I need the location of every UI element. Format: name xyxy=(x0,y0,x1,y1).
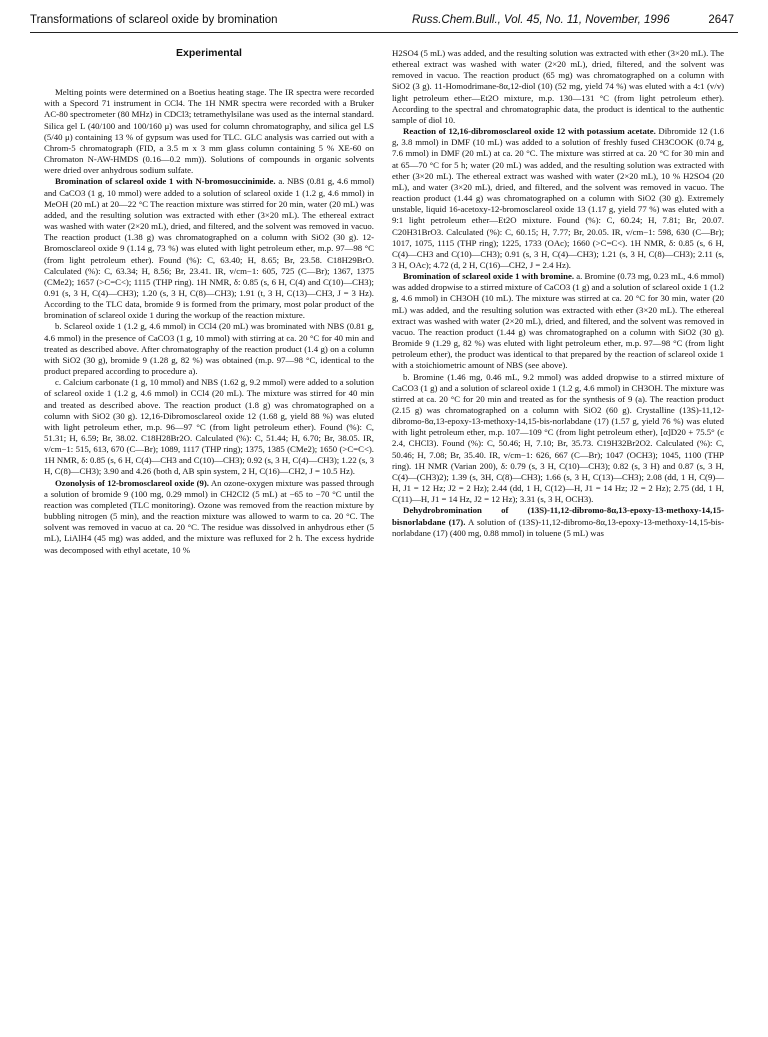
paragraph-text: b. Sclareol oxide 1 (1.2 g, 4.6 mmol) in CCl4 (20 mL) was brominated with NBS (0.81 g, 4.6 mmol) in the presence of CaCO3 (1 g, 10 mmol) with stirring at ca. 20 °C for 40 min and treated as described above. After chromatography of the reaction product (1.4 g) on a column with SiO2 (30 g), bromide 9 (1.28 g, 82 %) was obtained (m.p. 97—98 °C, identical to the product prepared according to procedure a). xyxy=(44,321,374,377)
paragraph-text: A solution of (13S)-11,12-dibromo-8α,13-epoxy-13-methoxy-14,15-bis-norlabdane (17) (400 mg, 0.88 mmol) in toluene (5 mL) was xyxy=(392,516,724,538)
paragraph-heading: Bromination of sclareol oxide 1 with bromine. xyxy=(403,271,575,282)
journal-citation: Russ.Chem.Bull., Vol. 45, No. 11, November, 1996 xyxy=(412,14,670,26)
paragraph-heading: Bromination of sclareol oxide 1 with N-bromosuccinimide. xyxy=(55,176,276,187)
paragraph-heading: Reaction of 12,16-dibromosclareol oxide 12 with potassium acetate. xyxy=(403,126,656,137)
right-paragraph xyxy=(392,505,724,538)
right-paragraph xyxy=(392,271,724,371)
right-column xyxy=(392,48,724,539)
running-header xyxy=(30,14,738,33)
paragraph-text: An ozone-oxygen mixture was passed through a solution of bromide 9 (100 mg, 0.29 mmol) in CH2Cl2 (5 mL) at −65 to −70 °C until the reaction was completed (TLC monitoring). Ozone was removed from the reaction mixture by bubbling nitrogen (5 min), and the reaction mixture was allowed to warm to ca. 20 °C. The solvent was removed in vacuo at ca. 20 °C. The residue was dissolved in anhydrous ether (5 mL), LiAlH4 (45 mg) was added, and the mixture was refluxed for 2 h. The excess hydride was decomposed with ethyl acetate, 10 % xyxy=(44,477,374,555)
paragraph-heading: Ozonolysis of 12-bromosclareol oxide (9). xyxy=(55,477,209,488)
right-paragraph xyxy=(392,48,724,126)
paragraph-text: b. Bromine (1.46 mg, 0.46 mL, 9.2 mmol) was added dropwise to a stirred mixture of CaCO3 (1 g) and a solution of sclareol oxide 1 (1.2 g, 4.6 mmol) in CH3OH. The mixture was stirred at ca. 20 °C for 20 min and treated as for the synthesis of 9 (a). The reaction product (2.15 g) was chromatographed on a column with SiO2 (60 g). Crystalline (13S)-11,12-dibromo-8α,13-epoxy-13-methoxy-14,15-bis-norlabdane (17) (1.57 g, yield 76 %) was eluted with light petroleum ether, m.p. 107—109 °C (from light petroleum ether), [α]D20 + 75.5° (c 2.4, CHCl3). Found (%): C, 50.46; H, 7.10; Br, 35.73. C19H32Br2O2. Calculated (%): C, 50.46; H, 7.08; Br, 35.40. IR, v/cm−1: 626, 667 (C—Br); 1047 (OCH3); 1045, 1100 (THP ring). 1H NMR (Varian 200), δ: 0.79 (s, 3 H, C(10)—CH3); 0.82 (s, 3 H) and 0.87 (s, 3 H, C(4)—(CH3)2); 1.39 (s, 3H, C(8)—CH3); 1.66 (s, 3 H, C(13)—CH3); 2.08 (dd, 1 H, C(9)—H, J1 = 12 Hz; J2 = 2 Hz); 2.44 (dd, 1 H, C(12)—H, J1 = 14 Hz; J2 = 2 Hz); 2.75 (dd, 1 H, C(11)—H, J1 = 14 Hz, J2 = 12 Hz); 3.31 (s, 3 H, OCH3). xyxy=(392,371,724,505)
paragraph-heading: Dehydrobromination of (13S)-11,12-dibromo-8α,13-epoxy-13-methoxy-14,15-bisnorlabdane (17). xyxy=(392,505,724,527)
running-title: Transformations of sclareol oxide by bromination xyxy=(30,14,278,26)
section-title: Experimental xyxy=(176,47,242,59)
left-column xyxy=(44,48,374,556)
right-paragraph xyxy=(392,372,724,506)
left-paragraph xyxy=(44,176,374,321)
paragraph-text: Melting points were determined on a Boetius heating stage. The IR spectra were recorded with a Specord 71 instrument in CCl4. The 1H NMR spectra were recorded with a Bruker AC-80 spectrometer (80 MHz) in CDCl3; tetramethylsilane was used as the internal standard. Silica gel L (40/100 and 100/160 μ) was used for column chromatography, and silica gel LS (5/40 μ) containing 13 % of gypsum was used for TLC. GLC analysis was carried out with a Chrom-5 chromatograph (FID, a 3.5 m x 3 mm glass column containing 5 % XE-60 on Chromaton N-AW-HMDS (0.16—0.2 mm)). Solutions of compounds in organic solvents were dried over anhydrous sodium sulfate. xyxy=(44,87,374,176)
paragraph-text: c. Calcium carbonate (1 g, 10 mmol) and NBS (1.62 g, 9.2 mmol) were added to a solution of sclareol oxide 1 (1.2 g, 4.6 mmol) in CCl4 (20 mL). The mixture was stirred for 40 min and treated as described above. The reaction product (1.8 g) was chromatographed on a column with SiO2 (30 g). 12,16-Dibromosclareol oxide 12 (1.68 g, yield 88 %) was eluted with light petroleum ether, m.p. 96—97 °C (from light petroleum ether). Found (%): C, 51.31; H, 6.59; Br, 38.02. C18H28Br2O. Calculated (%): C, 51.44; H, 6.70; Br, 38.05. IR, v/cm−1: 515, 613, 670 (C—Br); 1089, 1117 (THP ring); 1375, 1385 (CMe2); 1650 (>C=C<). 1H NMR, δ: 0.85 (s, 6 H, C(4)—CH3 and C(10)—CH3); 0.92 (s, 3 H, C(4)—CH3); 1.22 (s, 3 H, C(8)—CH3); 3.90 and 4.26 (both d, AB spin system, 2 H, C(16)—CH2, J = 10.5 Hz). xyxy=(44,377,374,477)
left-paragraph xyxy=(44,87,374,176)
paragraph-text: a. Bromine (0.73 mg, 0.23 mL, 4.6 mmol) was added dropwise to a stirred mixture of CaCO3 (1 g) and a solution of sclareol oxide 1 (1.2 g, 4.6 mmol) in CH3OH (10 mL). The mixture was stirred at ca. 20 °C for 30 min, water (20 mL) was added, and the resulting solution was extracted with ether (3×20 mL). The ethereal extract was washed with water (2×20 mL), dried, and filtered, and the solvent was removed in vacuo. The reaction product (1.44 g) was chromatographed on a column with SiO2 (30 g). Bromide 9 (1.29 g, 82 %) was eluted with light petroleum ether, m.p. 97—98 °C (from light petroleum ether), the product was identical to that prepared by the reaction of sclareol oxide 1 with a stoichiometric amount of NBS (see above). xyxy=(392,271,724,371)
paragraph-text: a. NBS (0.81 g, 4.6 mmol) and CaCO3 (1 g, 10 mmol) were added to a solution of sclareol oxide 1 (1.2 g, 4.6 mmol) in MeOH (20 mL) at 20—22 °C The reaction mixture was stirred for 20 min, water (20 mL) was added, and the resulting solution was extracted with ether (3×20 mL). The ethereal extract was washed with water (2×20 mL), dried, and filtered, and the solvent was removed in vacuo. The reaction product (1.38 g) was chromatographed on a column with SiO2 (30 g). 12-Bromosclareol oxide 9 (1.14 g, 73 %) was eluted with light petroleum ether, m.p. 97—98 °C (from light petroleum ether). Found (%): C, 63.40; H, 8.65; Br, 23.58. C18H29BrO. Calculated (%): C, 63.34; H, 8.56; Br, 23.41. IR, v/cm−1: 605, 725 (C—Br); 1367, 1375 (CMe2); 1657 (>C=C<); 1115 (THP ring). 1H NMR, δ: 0.85 (s, 6 H, C(4) and C(10)—CH3); 0.91 (s, 3 H, C(4)—CH3); 1.20 (s, 3 H, C(8)—CH3); 1.91 (t, 3 H, C(13)—CH3, J = 3 Hz). According to the TLC data, bromide 9 is formed from the primary, most polar product of the bromination of sclareol oxide 1 during the workup of the reaction mixture. xyxy=(44,176,374,321)
left-paragraph xyxy=(44,321,374,377)
left-paragraph xyxy=(44,478,374,556)
left-paragraph xyxy=(44,377,374,477)
right-paragraph xyxy=(392,126,724,271)
paragraph-text: H2SO4 (5 mL) was added, and the resulting solution was extracted with ether (3×20 mL). The ethereal extract was washed with water (2×20 mL), dried, filtered, and the solvent was removed in vacuo. The reaction product (65 mg) was chromatographed on a column with SiO2 (3 g). 11-Homodrimane-8α,12-diol (10) (52 mg, yield 74 %) was eluted with a 4:1 (v/v) light petroleum ether—Et2O mixture, m.p. 130—131 °C (from light petroleum ether). According to the spectral and chromatographic data, the product is identical to the authentic sample of diol 10. xyxy=(392,48,724,125)
page-number: 2647 xyxy=(708,14,734,26)
paragraph-text: Dibromide 12 (1.6 g, 3.8 mmol) in DMF (10 mL) was added to a solution of freshly fused CH3COOK (0.74 g, 7.6 mmol) in DMF (20 mL) at ca. 20 °C. The mixture was stirred at ca. 20 °C for 30 min and at 65—70 °C for 5 h; water (20 mL) was added, and the resulting solution was extracted with ether (3×20 mL). The ethereal extract was washed with water (2×20 mL), 10 % H2SO4 (20 mL), and water (3×20 mL), dried, and filtered, and the solvent was removed in vacuo. The reaction product (1.44 g) was chromatographed on a column with SiO2 (30 g). Extremely unstable, liquid 16-acetoxy-12-bromosclareol oxide 13 (1.17 g, yield 77 %) was eluted with a 9:1 light petroleum ether—Et2O mixture. Found (%): C, 60.24; H, 7.81; Br, 20.07. C20H31BrO3. Calculated (%): C, 60.15; H, 7.77; Br, 20.05. IR, v/cm−1: 598, 630 (C—Br); 1017, 1075, 1115 (THP ring); 1225, 1733 (OAc); 1660 (>C=C<). 1H NMR, δ: 0.85 (s, 6 H, C(4)—CH3 and C(10)—CH3); 0.91 (s, 3 H, C(4)—CH3); 1.21 (s, 3 H, C(8)—CH3); 2.11 (s, 3 H, OAc); 4.72 (d, 2 H, C(16)—CH2, J = 2.4 Hz). xyxy=(392,126,725,270)
